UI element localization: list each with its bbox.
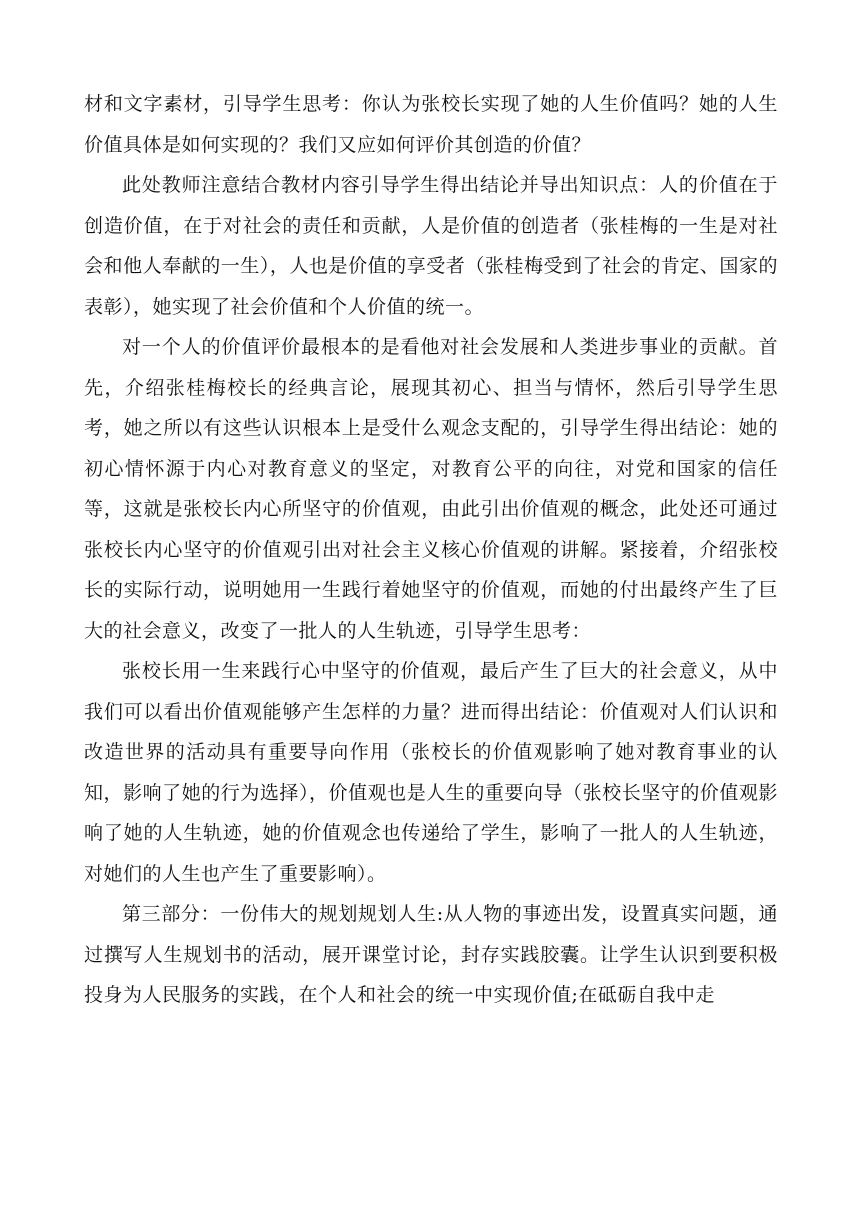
paragraph-part-three: 第三部分：一份伟大的规划规划人生:从人物的事迹出发，设置真实问题，通过撰写人生规划书的活动，展开课堂讨论，封存实践胶囊。让学生认识到要积极投身为人民服务的实践，在个人和社会的统一中实现价值;在砥砺自我中走 — [84, 903, 778, 1006]
paragraph-continuation: 材和文字素材，引导学生思考：你认为张校长实现了她的人生价值吗？她的人生价值具体是如何实现的？我们又应如何评价其创造的价值？ — [84, 93, 778, 156]
document-page — [84, 84, 778, 1016]
paragraph-value-power: 张校长用一生来践行心中坚守的价值观，最后产生了巨大的社会意义，从中我们可以看出价值观能够产生怎样的力量？进而得出结论：价值观对人们认识和改造世界的活动具有重要导向作用（张校长的价值观影响了她对教育事业的认知，影响了她的行为选择），价值观也是人生的重要向导（张校长坚守的价值观影响了她的人生轨迹，她的价值观念也传递给了学生，影响了一批人的人生轨迹，对她们的人生也产生了重要影响）。 — [84, 660, 778, 885]
paragraph-knowledge-points: 此处教师注意结合教材内容引导学生得出结论并导出知识点：人的价值在于创造价值，在于对社会的责任和贡献，人是价值的创造者（张桂梅的一生是对社会和他人奉献的一生），人也是价值的享受者（张桂梅受到了社会的肯定、国家的表彰），她实现了社会价值和个人价值的统一。 — [84, 174, 778, 318]
paragraph-value-evaluation: 对一个人的价值评价最根本的是看他对社会发展和人类进步事业的贡献。首先，介绍张桂梅校长的经典言论，展现其初心、担当与情怀，然后引导学生思考，她之所以有这些认识根本上是受什么观念支配的，引导学生得出结论：她的初心情怀源于内心对教育意义的坚定，对教育公平的向往，对党和国家的信任等，这就是张校长内心所坚守的价值观，由此引出价值观的概念，此处还可通过张校长内心坚守的价值观引出对社会主义核心价值观的讲解。紧接着，介绍张校长的实际行动，说明她用一生践行着她坚守的价值观，而她的付出最终产生了巨大的社会意义，改变了一批人的人生轨迹，引导学生思考： — [84, 336, 778, 642]
